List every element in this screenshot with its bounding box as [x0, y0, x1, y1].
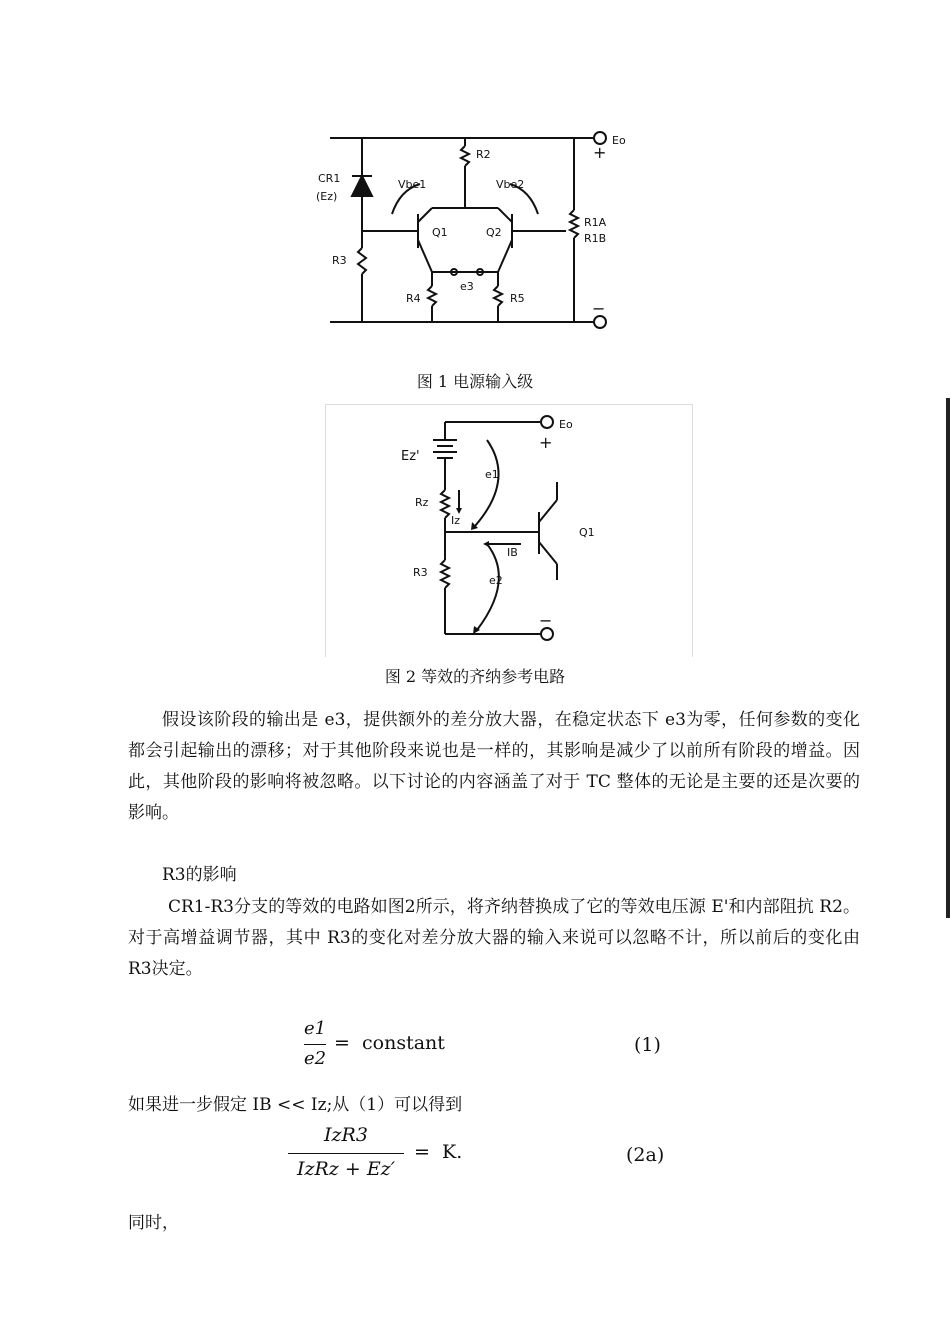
fig2-minus-label: −: [539, 611, 553, 630]
paragraph-3: 如果进一步假定 IB << Iz;从（1）可以得到: [128, 1095, 463, 1115]
figure-2-circuit: [325, 404, 691, 656]
eq1-rhs: = constant: [334, 1032, 445, 1054]
fig1-r5-label: R5: [510, 292, 525, 305]
fig1-r2-label: R2: [476, 148, 491, 161]
fig1-e3-label: e3: [460, 280, 474, 293]
fig2-ez-label: Ez': [401, 449, 420, 464]
figure-1-circuit: [300, 118, 650, 338]
fig2-iz-label: Iz: [451, 514, 461, 527]
fig1-vbe1-label: Vbe1: [398, 178, 427, 191]
fig1-r3-label: R3: [332, 254, 347, 267]
fig1-ez-label: (Ez): [316, 190, 338, 203]
heading-r3-effect: R3的影响: [162, 865, 237, 885]
fig1-minus-label: −: [592, 299, 606, 318]
fig2-rz-label: Rz: [415, 496, 429, 509]
figure-1-caption: 图 1 电源输入级: [416, 372, 534, 391]
fig1-r1b-label: R1B: [584, 232, 607, 245]
eq2-numerator: IzR3: [324, 1124, 368, 1146]
fig1-plus-label: +: [593, 143, 607, 162]
equation-2a: [288, 1124, 488, 1188]
eq1-denominator: e2: [303, 1048, 327, 1069]
paragraph-1: 假设该阶段的输出是 e3，提供额外的差分放大器，在稳定状态下 e3为零，任何参数的变化都会引起输出的漂移；对于其他阶段来说也是一样的，其影响是减少了以前所有阶段的增益。因此，其他阶段的影响将被忽略。以下讨论的内容涵盖了对于 TC 整体的无论是主要的还是次要的影响。: [128, 710, 860, 823]
fig2-e2-label: e2: [489, 574, 503, 587]
fig2-eo-label: Eo: [559, 418, 573, 431]
fig2-plus-label: +: [539, 433, 553, 452]
paragraph-2: CR1-R3分支的等效的电路如图2所示，将齐纳替换成了它的等效电压源 E'和内部阻抗 R2。对于高增益调节器，其中 R3的变化对差分放大器的输入来说可以忽略不计，所以前后的变化由 R3决定。: [128, 897, 860, 979]
paragraph-4: 同时，: [128, 1213, 179, 1233]
fig1-cr1-label: CR1: [318, 172, 341, 185]
fig1-r4-label: R4: [406, 292, 421, 305]
equation-1-number: (1): [634, 1034, 661, 1056]
eq2-rhs: = K.: [414, 1141, 463, 1163]
equation-1: [302, 1018, 502, 1074]
fig2-r3-label: R3: [413, 566, 428, 579]
fig1-q1-label: Q1: [432, 226, 448, 239]
fig2-q1-label: Q1: [579, 526, 595, 539]
fig2-ib-label: IB: [507, 546, 518, 559]
fig1-eo-label: Eo: [612, 134, 626, 147]
page-edge-mark: [946, 398, 950, 918]
eq1-numerator: e1: [303, 1018, 327, 1039]
eq2-denominator: IzRz + Ez′: [296, 1158, 396, 1180]
equation-2a-number: (2a): [626, 1144, 665, 1166]
fig1-vbe2-label: Vbe2: [496, 178, 525, 191]
eq1-fraction-bar: [304, 1044, 326, 1045]
fig1-r1a-label: R1A: [584, 216, 607, 229]
fig2-e1-label: e1: [485, 468, 499, 481]
figure-2-caption: 图 2 等效的齐纳参考电路: [384, 667, 566, 686]
fig1-q2-label: Q2: [486, 226, 502, 239]
eq2-fraction-bar: [288, 1153, 404, 1154]
